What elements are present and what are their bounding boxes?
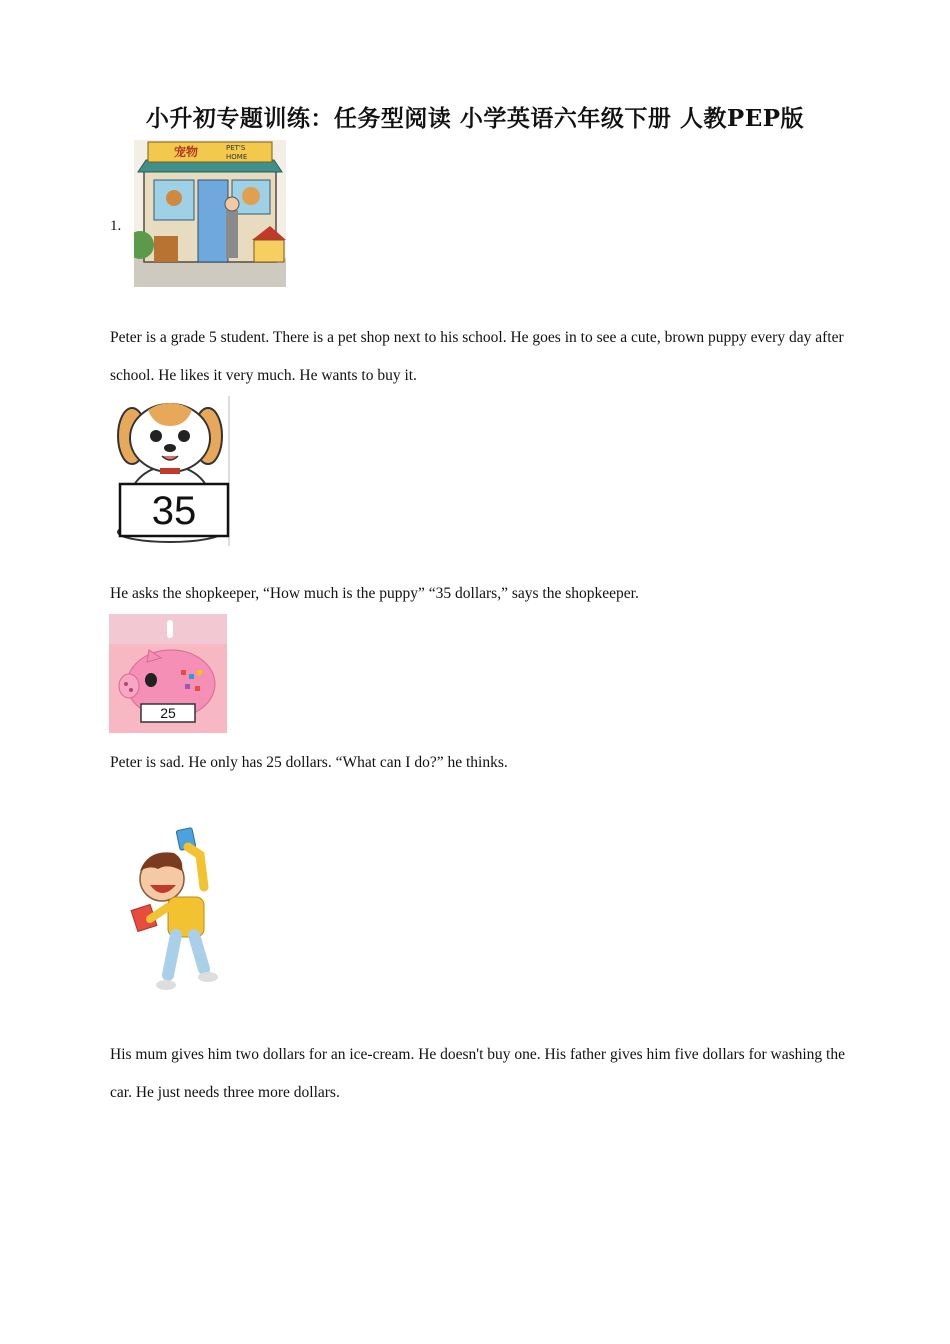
question-number: 1. [110,218,122,234]
price-tag-text: 35 [151,489,197,533]
piggy-bank-image [109,614,227,733]
paragraph-4: His mum gives him two dollars for an ice-cream. He doesn't buy one. His father gives him five dollars for washing the car. He just needs three more dollars. [110,1046,845,1101]
pet-shop-image [134,140,286,287]
page-title: 小升初专题训练：任务型阅读 小学英语六年级下册 人教PEP版 [145,105,805,132]
happy-boy-illustration [128,825,222,997]
happy-boy-image [128,825,222,997]
puppy-price-image [110,396,230,546]
shop-sign-en-1: PET'S [226,144,246,152]
shop-sign-en-2: HOME [226,153,248,161]
pet-shop-illustration [134,140,286,287]
paragraph-1: Peter is a grade 5 student. There is a pet shop next to his school. He goes in to see a cute, brown puppy every day after school. He likes it very much. He wants to buy it. [110,329,844,384]
piggy-bank-amount: 25 [160,705,176,721]
piggy-bank-illustration [109,614,227,733]
paragraph-2: He asks the shopkeeper, “How much is the puppy” “35 dollars,” says the shopkeeper. [110,585,639,602]
paragraph-3: Peter is sad. He only has 25 dollars. “What can I do?” he thinks. [110,754,508,771]
puppy-illustration [110,396,230,546]
shop-sign-cn: 宠物 [174,145,199,159]
